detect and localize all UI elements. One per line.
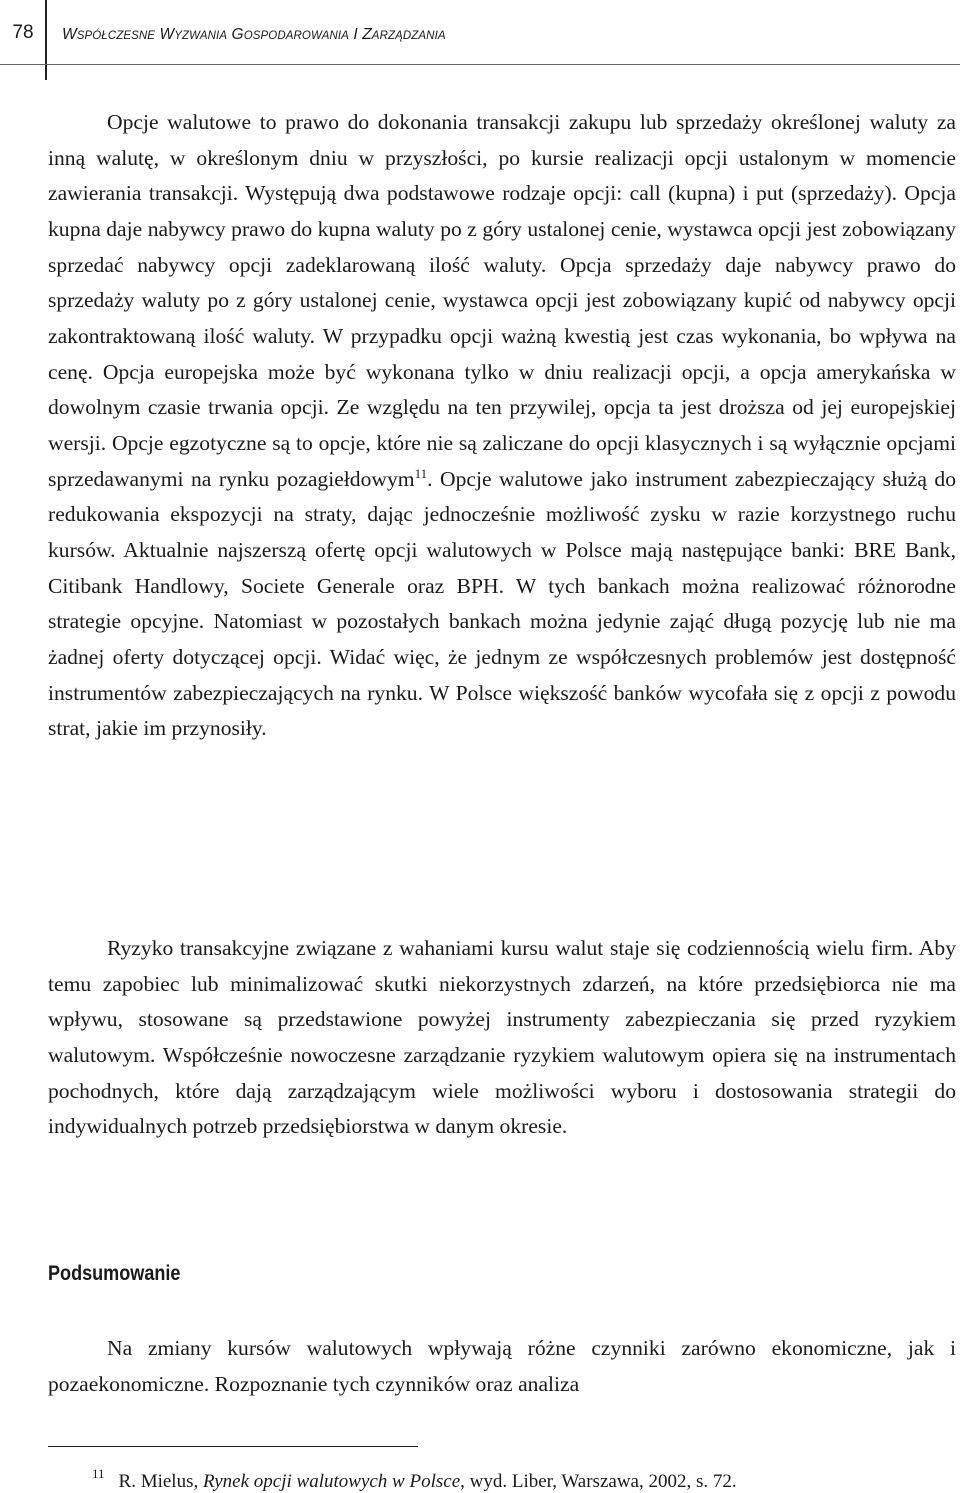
paragraph-risk-text: Ryzyko transakcyjne związane z wahaniami kursu walut staje się codziennością wielu firm. Aby temu zapobiec lub minimalizować skutki niekorzystnych zdarzeń, na które przedsiębiorca nie ma wpływu, stosowane są przedstawione powyżej instrumenty zabezpieczania się przed ryzykiem walutowym. Współcześnie nowoczesne zarządzanie ryzykiem walutowym opiera się na instrumentach pochodnych, które dają zarządzającym wiele możliwości wyboru i dostosowania strategii do indywidualnych potrzeb przedsiębiorstwa w danym okresie. (48, 936, 956, 1139)
footnote-author: R. Mielus, (118, 1471, 203, 1492)
paragraph-risk (48, 931, 956, 1145)
paragraph-summary-text: Na zmiany kursów walutowych wpływają różne czynniki zarówno ekonomiczne, jak i pozaekonomiczne. Rozpoznanie tych czynników oraz analiza (48, 1336, 956, 1396)
footnote-title: Rynek opcji walutowych w Polsce (202, 1471, 461, 1492)
header-vertical-rule (45, 0, 47, 80)
footnote-publisher: , wyd. Liber, Warszawa, 2002, s. 72. (460, 1471, 737, 1492)
footnote (92, 1466, 737, 1493)
paragraph-options-text-1: Opcje walutowe to prawo do dokonania transakcji zakupu lub sprzedaży określonej waluty za inną walutę, w określonym dniu w przyszłości, po kursie realizacji opcji ustalonym w momencie zawierania transakcji. Występują dwa podstawowe rodzaje opcji: call (kupna) i put (sprzedaży). Opcja kupna daje nabywcy prawo do kupna waluty po z góry ustalonej cenie, wystawca opcji jest zobowiązany sprzedać nabywcy opcji zadeklarowaną ilość waluty. Opcja sprzedaży daje nabywcy prawo do sprzedaży waluty po z góry ustalonej cenie, wystawca opcji jest zobowiązany kupić od nabywcy opcji zakontraktowaną ilość waluty. W przypadku opcji ważną kwestią jest czas wykonania, bo wpływa na cenę. Opcja europejska może być wykonana tylko w dniu realizacji opcji, a opcja amerykańska w dowolnym czasie trwania opcji. Ze względu na ten przywilej, opcja ta jest droższa od jej europejskiej wersji. Opcje egzotyczne są to opcje, które nie są zaliczane do opcji klasycznych i są wyłącznie opcjami sprzedawanymi na rynku pozagiełdowym (48, 110, 956, 491)
footnote-separator (48, 1446, 418, 1447)
footnote-reference[interactable]: 11 (414, 465, 428, 481)
footnote-number: 11 (92, 1466, 105, 1481)
section-heading: Podsumowanie (48, 1262, 181, 1285)
running-header-title: WSPÓŁCZESNE WYZWANIA GOSPODAROWANIA I ZARZĄDZANIA (62, 26, 446, 43)
paragraph-options-text-2: . Opcje walutowe jako instrument zabezpieczający służą do redukowania ekspozycji na straty, dając jednocześnie możliwość zysku w razie korzystnego ruchu kursów. Aktualnie najszerszą ofertę opcji walutowych w Polsce mają następujące banki: BRE Bank, Citibank Handlowy, Societe Generale oraz BPH. W tych bankach można realizować różnorodne strategie opcyjne. Natomiast w pozostałych bankach można jedynie zająć długą pozycję lub nie ma żadnej oferty dotyczącej opcji. Widać więc, że jednym ze współczesnych problemów jest dostępność instrumentów zabezpieczających na rynku. W Polsce większość banków wycofała się z opcji z powodu strat, jakie im przynosiły. (48, 466, 957, 741)
paragraph-summary (48, 1331, 956, 1402)
page-number: 78 (12, 22, 34, 43)
paragraph-options (48, 105, 956, 747)
header-horizontal-rule (0, 64, 960, 65)
